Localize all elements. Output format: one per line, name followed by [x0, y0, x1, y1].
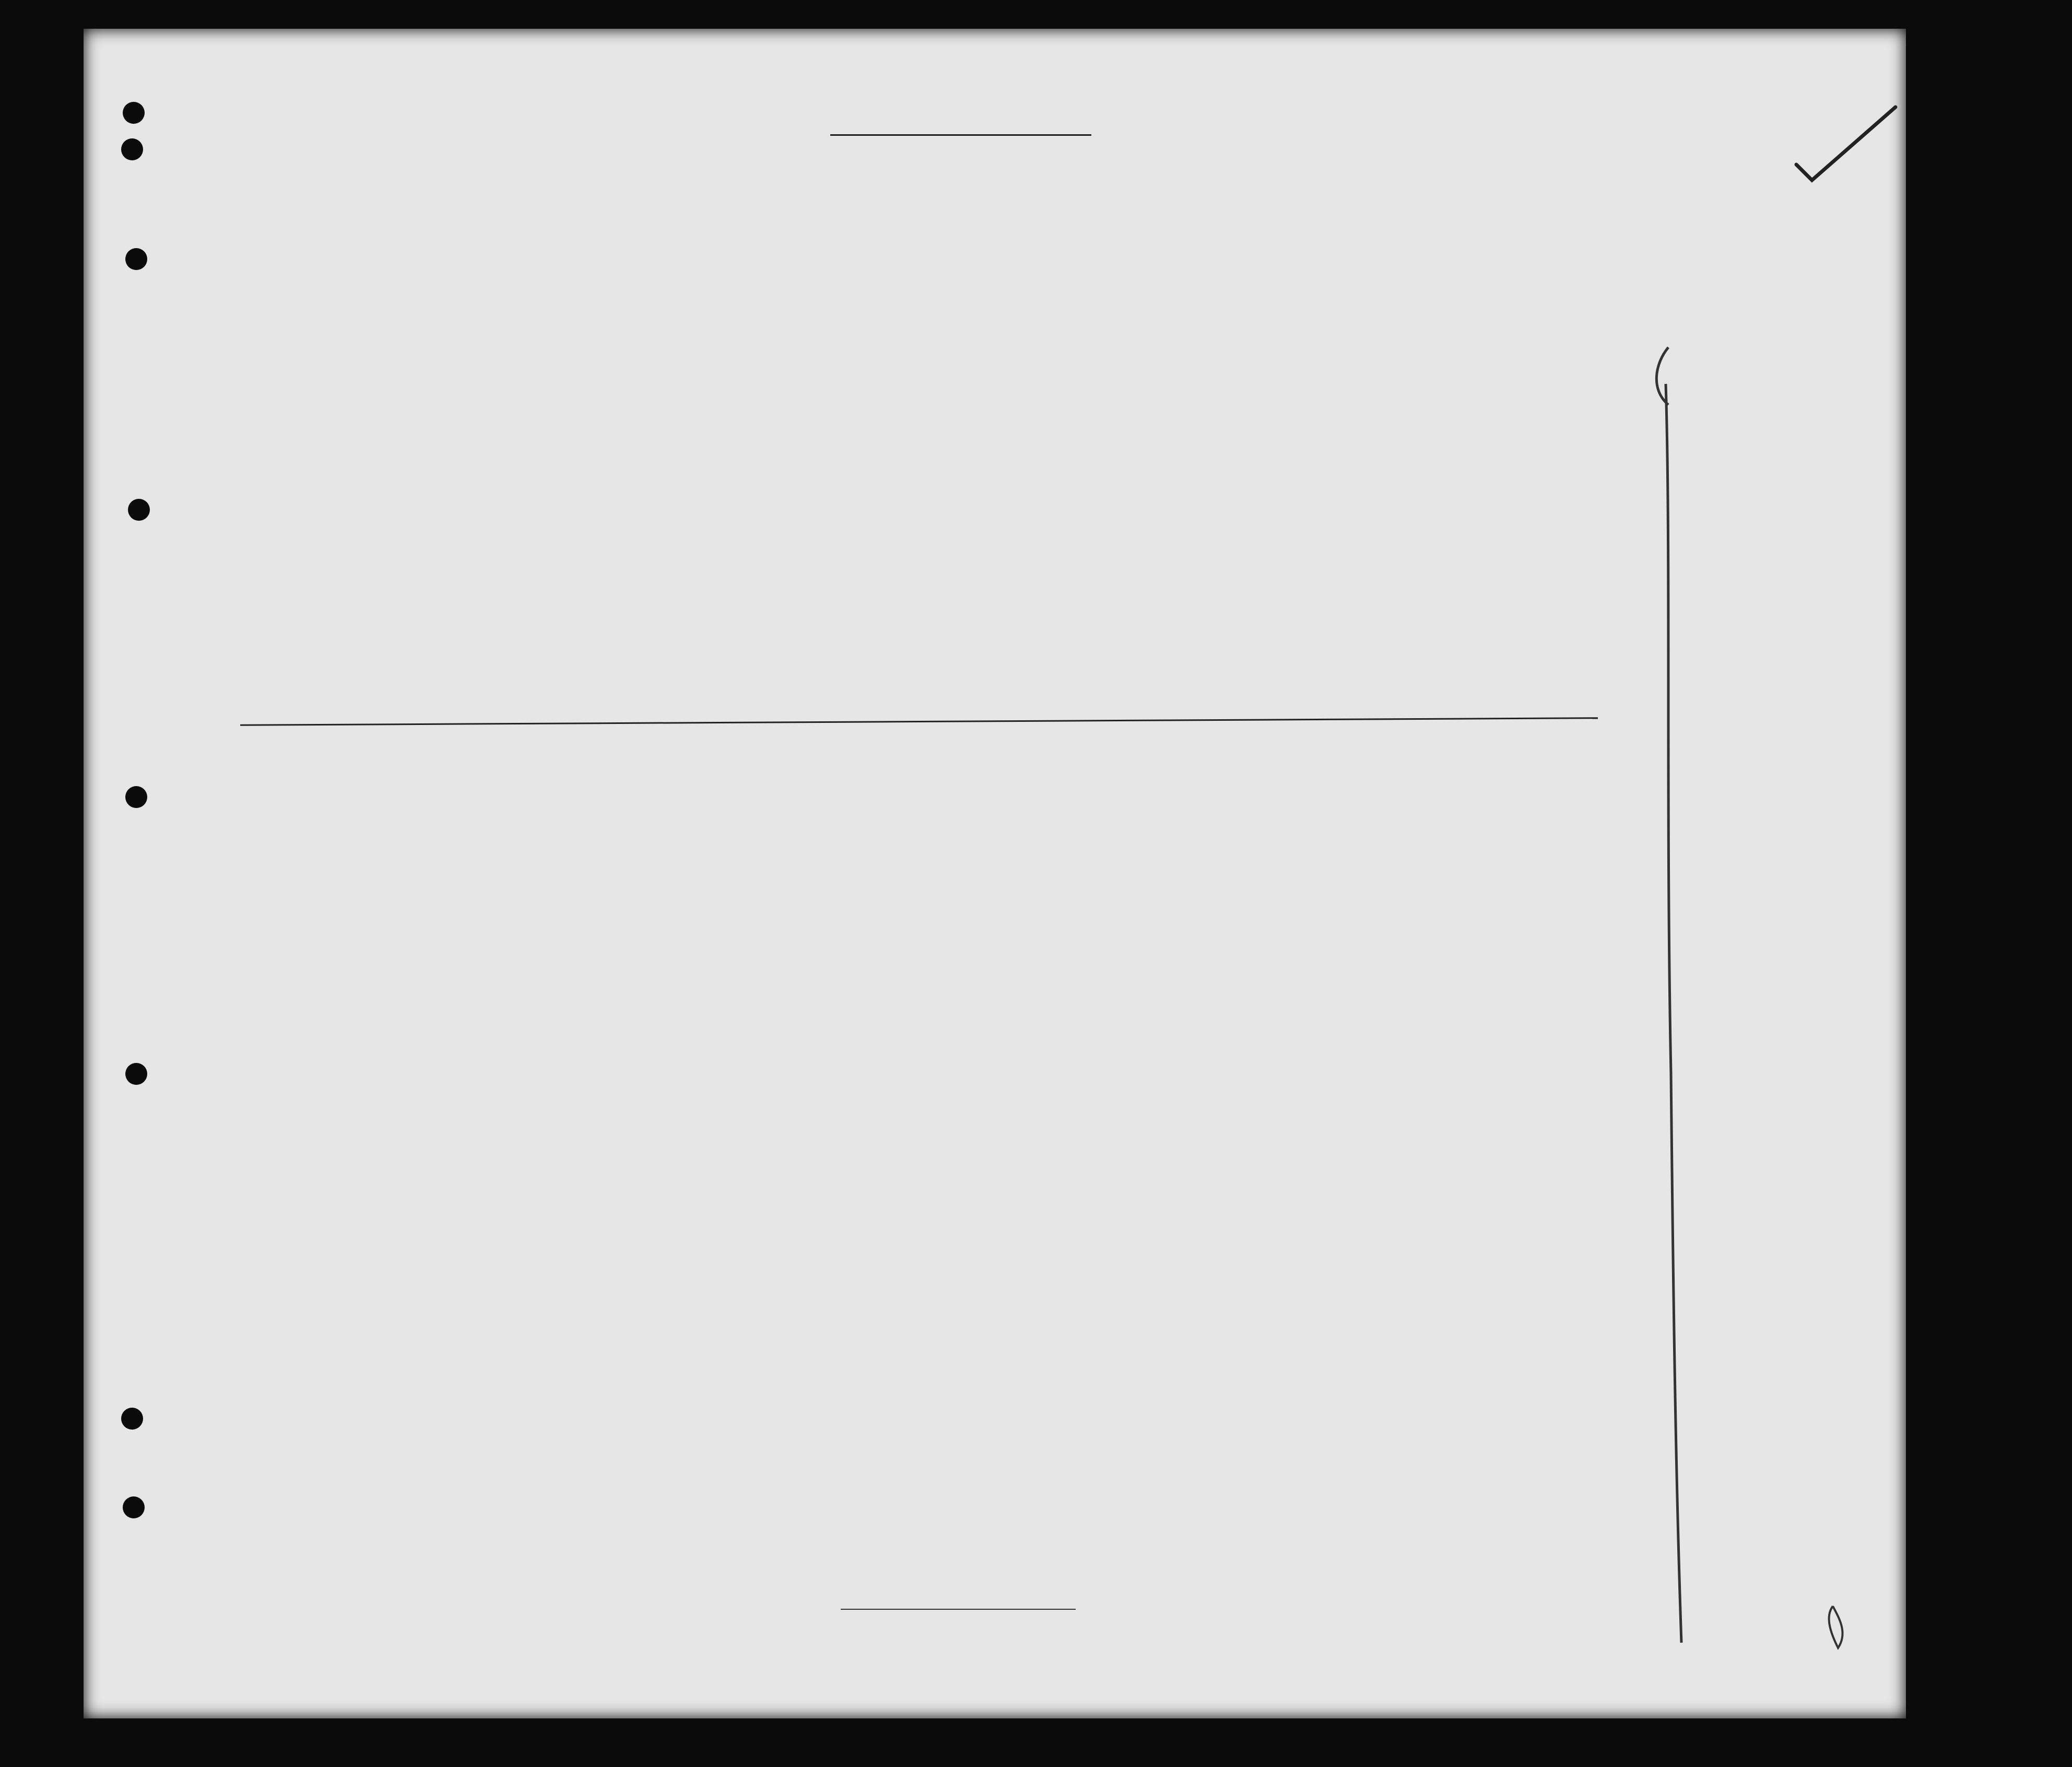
manifest-sheet	[84, 29, 1906, 1718]
remarks-bracket-icon	[1593, 342, 1885, 1674]
inspector-line	[841, 1609, 1076, 1610]
